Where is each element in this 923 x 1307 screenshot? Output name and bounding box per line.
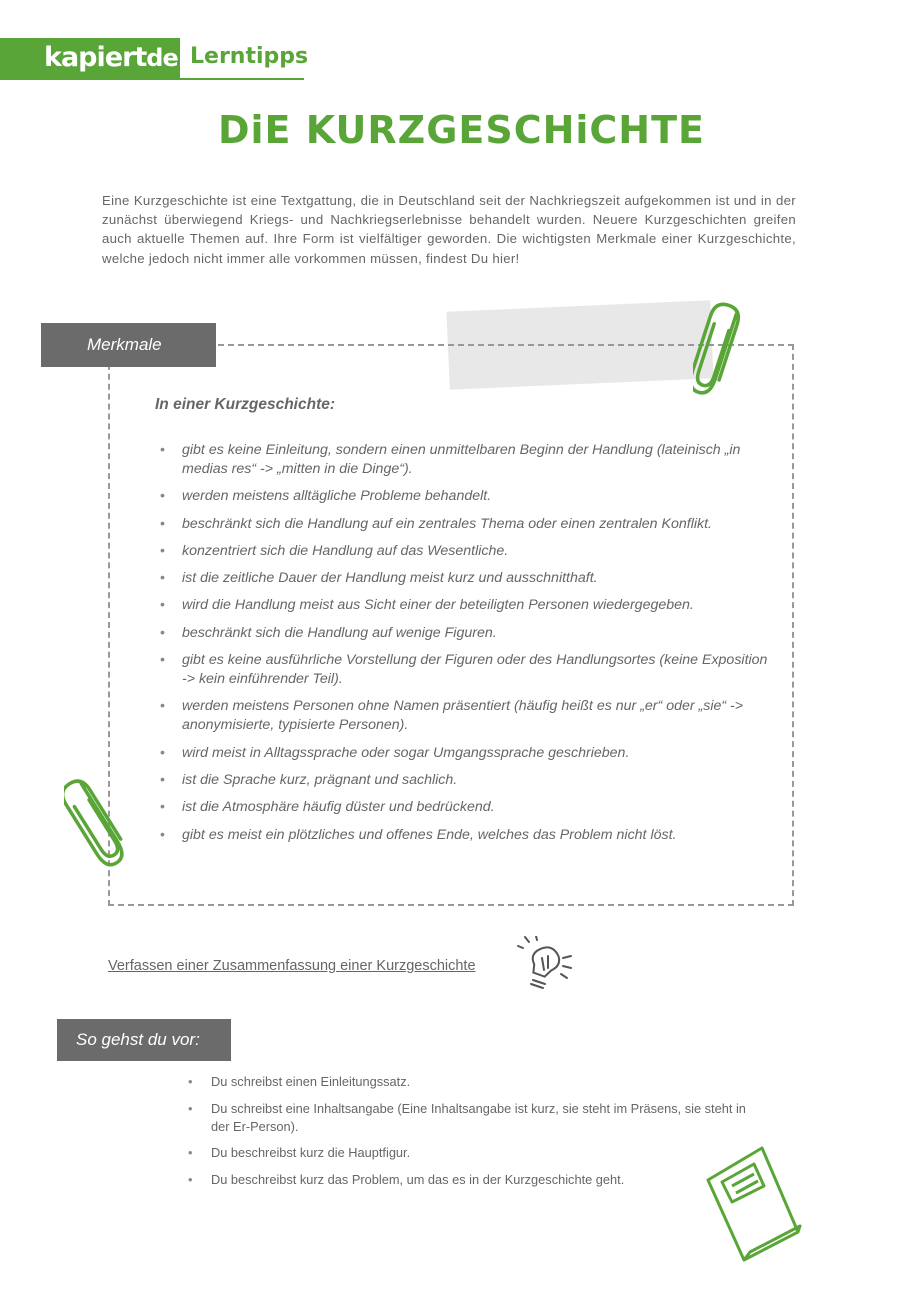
list-item: • werden meistens Personen ohne Namen präsentiert (häufig heißt es nur „er“ oder „sie“ -> anonymisierte, typisierte Personen). xyxy=(160,697,770,735)
vorgehen-tab xyxy=(57,1019,231,1061)
merkmale-tab xyxy=(41,323,216,367)
merkmale-tab-label: Merkmale xyxy=(87,335,162,354)
list-item: • ist die Atmosphäre häufig düster und bedrückend. xyxy=(160,798,770,817)
merkmale-subheading: In einer Kurzgeschichte: xyxy=(155,396,336,413)
list-item: • beschränkt sich die Handlung auf ein zentrales Thema oder einen zentralen Konflikt. xyxy=(160,515,770,534)
summary-link[interactable]: Verfassen einer Zusammenfassung einer Kurzgeschichte xyxy=(108,958,476,974)
list-item: • wird die Handlung meist aus Sicht einer der beteiligten Personen wiedergegeben. xyxy=(160,596,770,615)
list-item: • Du beschreibst kurz das Problem, um das es in der Kurzgeschichte geht. xyxy=(188,1171,763,1189)
logo-main-text: kapiert xyxy=(44,42,147,73)
list-item: • wird meist in Alltagssprache oder sogar Umgangssprache geschrieben. xyxy=(160,744,770,763)
list-item: • beschränkt sich die Handlung auf wenige Figuren. xyxy=(160,624,770,643)
paperclip-icon xyxy=(693,300,753,410)
list-item: • ist die Sprache kurz, prägnant und sachlich. xyxy=(160,771,770,790)
list-item: • gibt es meist ein plötzliches und offenes Ende, welches das Problem nicht löst. xyxy=(160,826,770,845)
section-label: Lerntipps xyxy=(190,44,309,69)
list-item: • werden meistens alltägliche Probleme behandelt. xyxy=(160,487,770,506)
kapiert-logo[interactable] xyxy=(44,42,178,73)
vorgehen-list xyxy=(188,1073,763,1197)
paperclip-icon xyxy=(64,765,144,875)
list-item: • gibt es keine ausführliche Vorstellung der Figuren oder des Handlungsortes (keine Exposition -> kein einführender Teil). xyxy=(160,651,770,689)
header-underline xyxy=(180,78,304,80)
list-item: • konzentriert sich die Handlung auf das Wesentliche. xyxy=(160,542,770,561)
notebook-icon xyxy=(700,1140,810,1265)
list-item: • Du beschreibst kurz die Hauptfigur. xyxy=(188,1144,763,1162)
intro-paragraph: Eine Kurzgeschichte ist eine Textgattung, die in Deutschland seit der Nachkriegszeit aufgekommen ist und in der zunächst überwiegend Kriegs- und Nachkriegserlebnisse behandelt wurden. Neuere Kurzgeschichten greifen auch aktuelle Themen auf. Ihre Form ist vielfältiger geworden. Die wichtigsten Merkmale einer Kurzgeschichte, welche jedoch nicht immer alle vorkommen müssen, findest Du hier! xyxy=(102,193,796,266)
vorgehen-tab-label: So gehst du vor: xyxy=(76,1030,200,1049)
list-item: • Du schreibst eine Inhaltsangabe (Eine Inhaltsangabe ist kurz, sie steht im Präsens, sie steht in der Er-Person). xyxy=(188,1100,763,1136)
list-item: • ist die zeitliche Dauer der Handlung meist kurz und ausschnitthaft. xyxy=(160,569,770,588)
list-item: • gibt es keine Einleitung, sondern einen unmittelbaren Beginn der Handlung (lateinisch „in medias res“ -> „mitten in die Dinge“). xyxy=(160,441,770,479)
list-item: • Du schreibst einen Einleitungssatz. xyxy=(188,1073,763,1091)
page-title: DiE KURZGESCHiCHTE xyxy=(217,108,705,152)
lightbulb-icon xyxy=(515,936,577,994)
logo-suffix-text: de xyxy=(146,44,178,72)
merkmale-list xyxy=(160,441,770,853)
